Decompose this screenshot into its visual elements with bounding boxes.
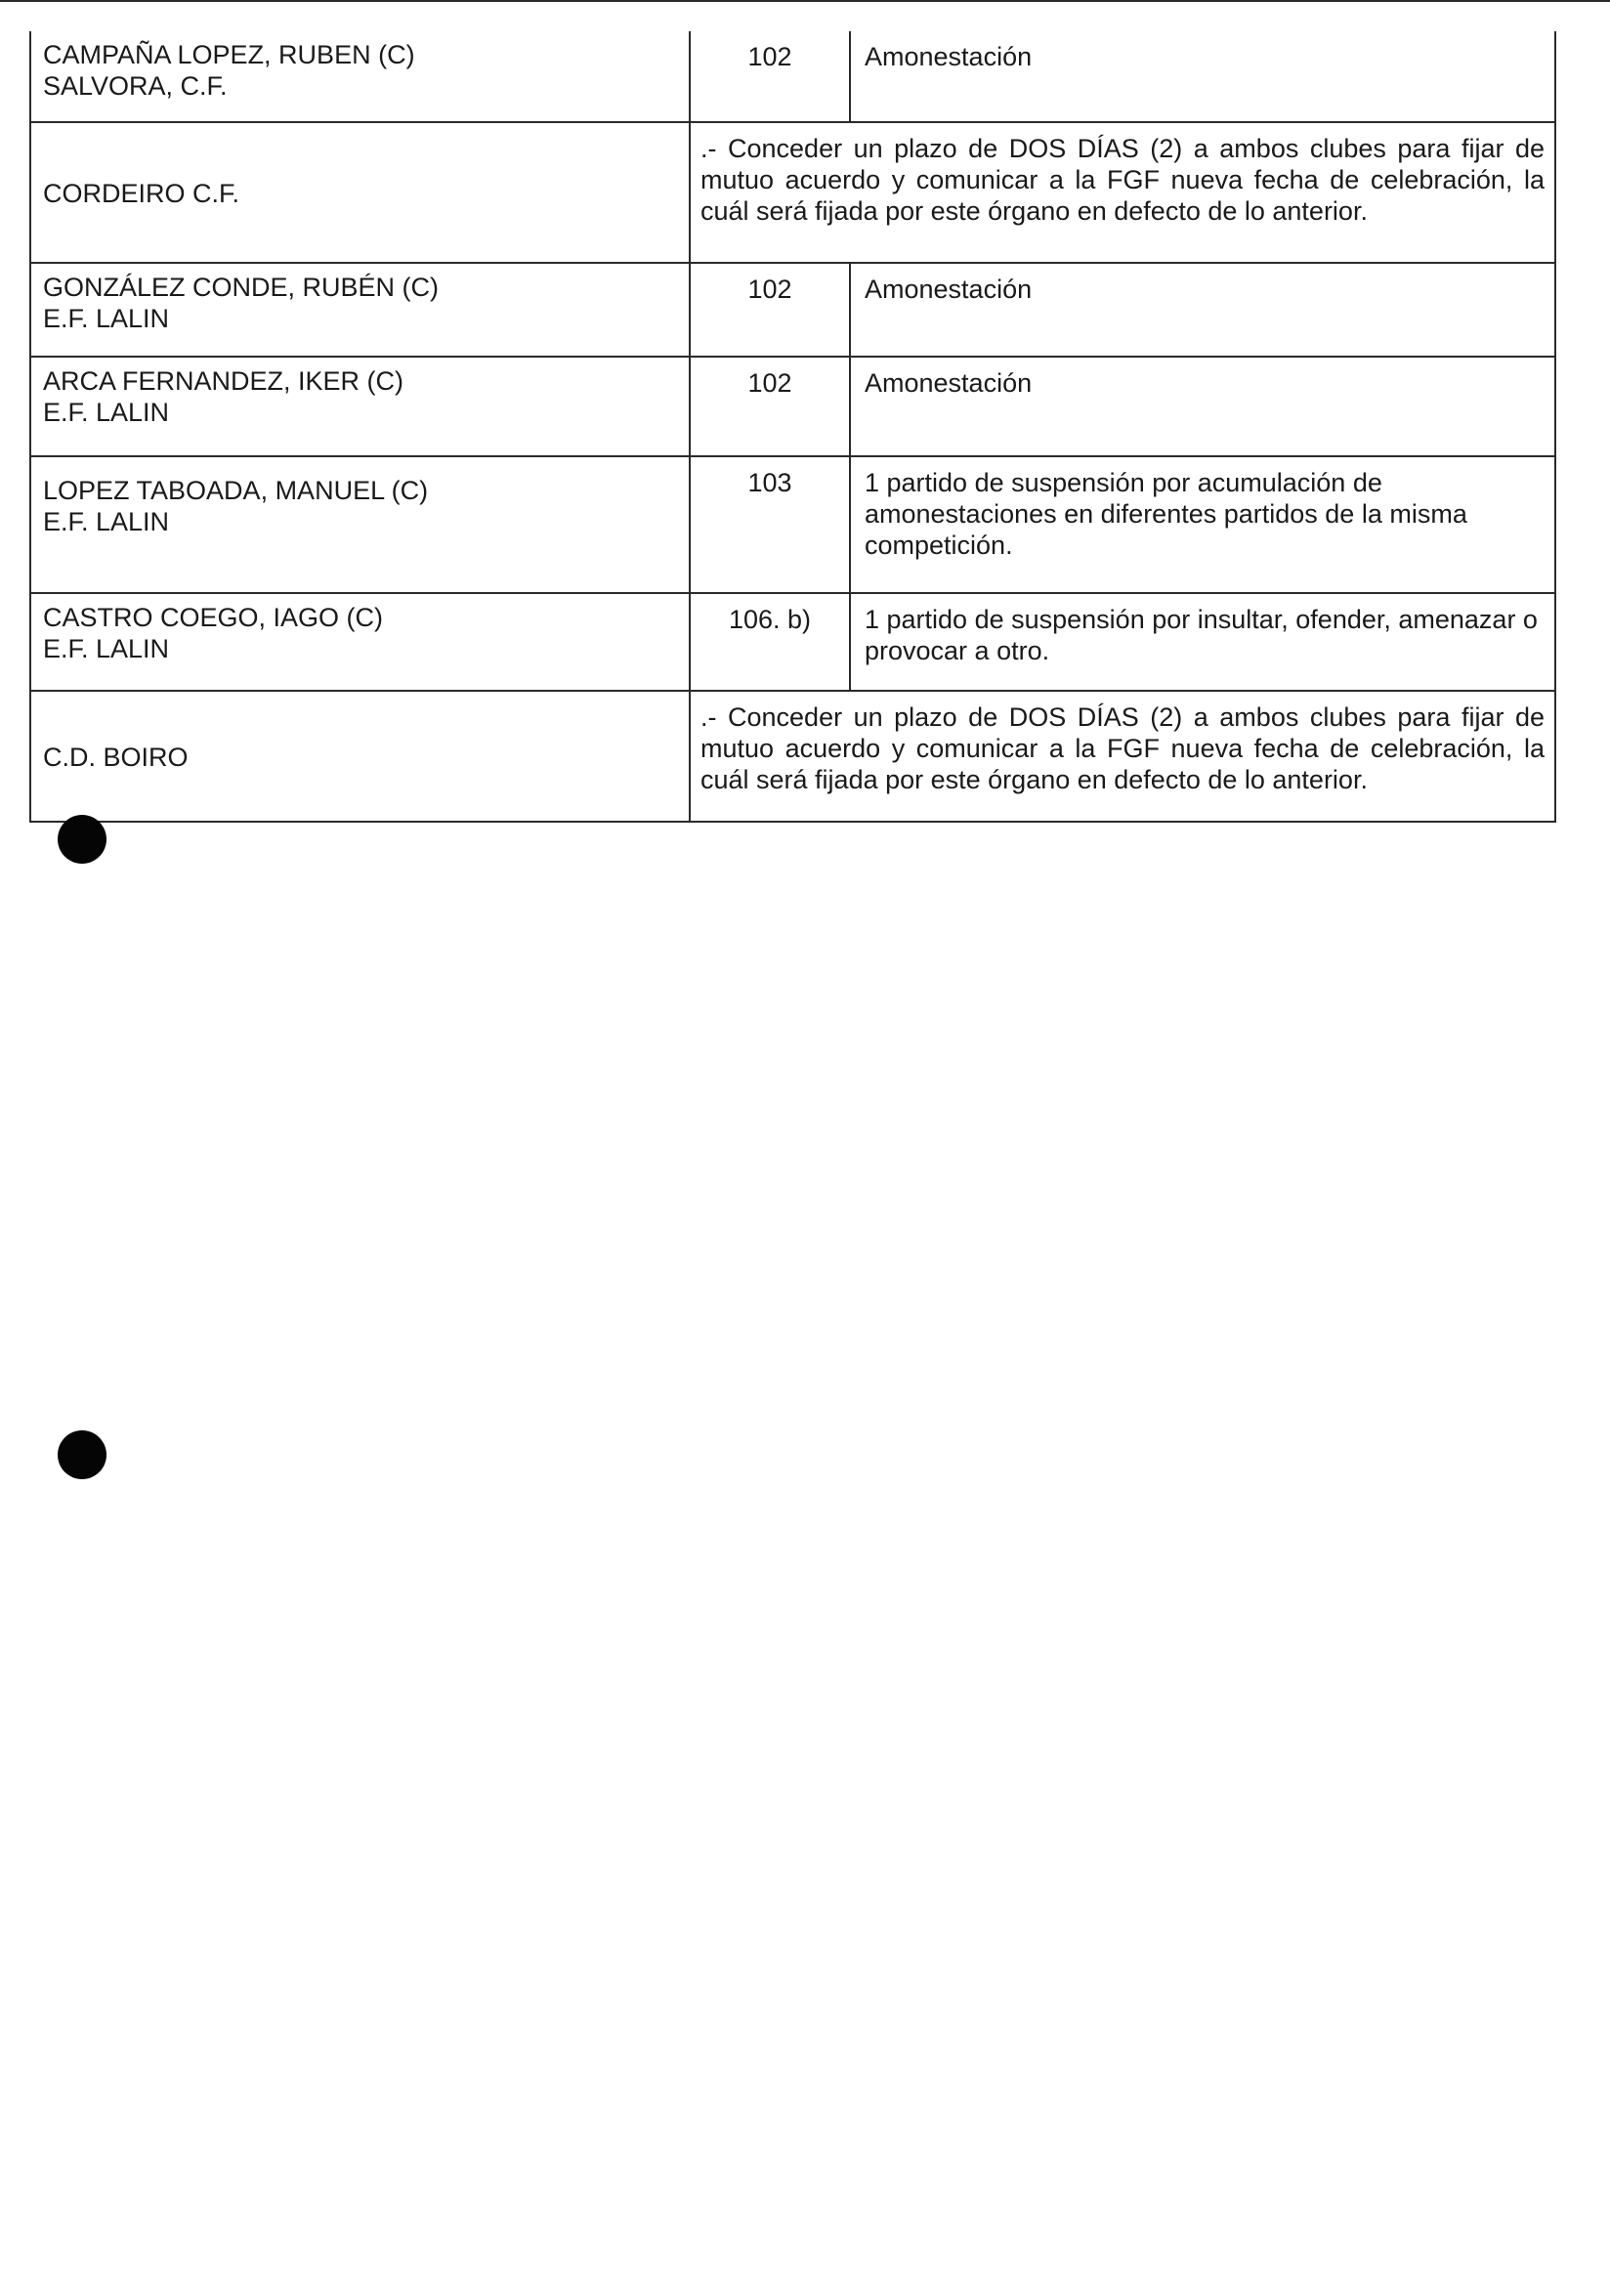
article-cell: 103 <box>690 456 850 593</box>
penalty-cell <box>850 456 1555 593</box>
resolution-line: mutuo acuerdo y comunicar a la FGF nueva fecha de celebración, la <box>700 165 1545 194</box>
resolution-cell <box>690 122 1555 263</box>
resolution-cell <box>690 691 1555 822</box>
player-cell <box>30 456 690 593</box>
table-row <box>30 31 1555 122</box>
club-name: E.F. LALIN <box>43 634 170 663</box>
player-name: CAMPAÑA LOPEZ, RUBEN (C) <box>43 40 415 69</box>
player-name: GONZÁLEZ CONDE, RUBÉN (C) <box>43 273 440 302</box>
penalty-line: 1 partido de suspensión por acumulación de <box>865 468 1382 497</box>
penalty-cell: Amonestación <box>850 357 1555 456</box>
player-cell <box>30 357 690 456</box>
club-cell <box>30 691 690 822</box>
article-cell: 102 <box>690 357 850 456</box>
article-cell: 102 <box>690 263 850 357</box>
club-name: C.D. BOIRO <box>43 743 189 772</box>
punch-hole-icon <box>58 1430 106 1479</box>
article-cell: 102 <box>690 31 850 122</box>
player-cell <box>30 263 690 357</box>
punch-hole-icon <box>58 815 106 864</box>
player-cell <box>30 593 690 691</box>
player-name: LOPEZ TABOADA, MANUEL (C) <box>43 476 429 505</box>
club-name: E.F. LALIN <box>43 507 170 536</box>
article-cell: 106. b) <box>690 593 850 691</box>
table-row <box>30 456 1555 593</box>
penalty-line: competición. <box>865 531 1013 560</box>
penalty-cell: Amonestación <box>850 263 1555 357</box>
table-row <box>30 691 1555 822</box>
resolution-line: .- Conceder un plazo de DOS DÍAS (2) a ambos clubes para fijar de <box>700 134 1545 163</box>
club-cell <box>30 122 690 263</box>
resolution-line: .- Conceder un plazo de DOS DÍAS (2) a ambos clubes para fijar de <box>700 702 1545 732</box>
club-name: CORDEIRO C.F. <box>43 179 240 208</box>
resolution-line: mutuo acuerdo y comunicar a la FGF nueva fecha de celebración, la <box>700 734 1545 763</box>
table-row <box>30 593 1555 691</box>
player-name: ARCA FERNANDEZ, IKER (C) <box>43 366 404 396</box>
table-row <box>30 263 1555 357</box>
sanctions-table <box>29 31 1556 823</box>
resolution-line: cuál será fijada por este órgano en defecto de lo anterior. <box>700 196 1368 226</box>
penalty-cell <box>850 593 1555 691</box>
penalty-line: 1 partido de suspensión por insultar, ofender, amenazar o <box>865 605 1538 634</box>
penalty-line: amonestaciones en diferentes partidos de la misma <box>865 499 1467 529</box>
player-name: CASTRO COEGO, IAGO (C) <box>43 603 384 632</box>
resolution-line: cuál será fijada por este órgano en defecto de lo anterior. <box>700 765 1368 794</box>
table-row <box>30 122 1555 263</box>
club-name: SALVORA, C.F. <box>43 71 228 101</box>
club-name: E.F. LALIN <box>43 304 170 333</box>
penalty-cell: Amonestación <box>850 31 1555 122</box>
penalty-line: provocar a otro. <box>865 636 1050 665</box>
player-cell <box>30 31 690 122</box>
table-row <box>30 357 1555 456</box>
club-name: E.F. LALIN <box>43 398 170 427</box>
top-rule <box>0 0 1610 2</box>
